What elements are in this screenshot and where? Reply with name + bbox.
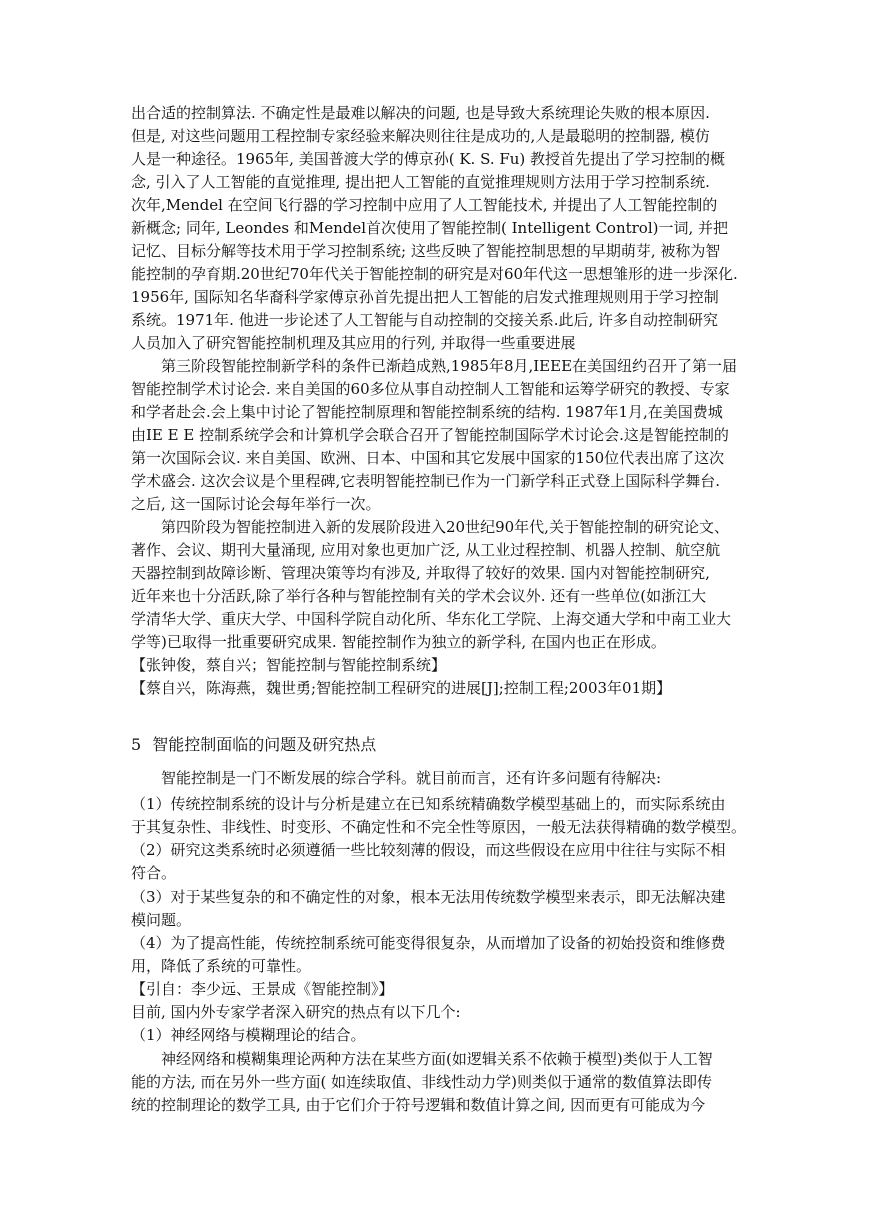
text-line: 模问题。 [131,911,192,929]
citation: 【张钟俊，蔡自兴；智能控制与智能控制系统】 [131,656,447,674]
text-line: 学清华大学、重庆大学、中国科学院自动化所、华东化工学院、上海交通大学和中南工业大 [131,610,732,628]
text-line: 之后, 这一国际讨论会每年举行一次。 [131,495,381,513]
text-line: 但是, 对这些问题用工程控制专家经验来解决则往往是成功的,人是最聪明的控制器, 模仿 [131,127,710,145]
text-line: 1956年, 国际知名华裔科学家傅京孙首先提出把人工智能的启发式推理规则用于学习控制 [131,288,719,306]
text-line: 能控制的孕育期.20世纪70年代关于智能控制的研究是对60年代这一思想雏形的进一步深化. [131,265,738,283]
text-line: （4）为了提高性能，传统控制系统可能变得很复杂，从而增加了设备的初始投资和维修费 [131,934,726,952]
section-title: 智能控制面临的问题及研究热点 [152,735,377,754]
text-line: 新概念; 同年, Leondes 和Mendel首次使用了智能控制( Intelligent Control)一词, 并把 [131,219,729,237]
text-line: 用，降低了系统的可靠性。 [131,957,312,975]
text-line: 于其复杂性、非线性、时变形、不确定性和不完全性等原因，一般无法获得精确的数学模型。 [131,818,747,836]
text-line: 次年,Mendel 在空间飞行器的学习控制中应用了人工智能技术, 并提出了人工智能控制的 [131,196,718,214]
text-line: 第四阶段为智能控制进入新的发展阶段进入20世纪90年代,关于智能控制的研究论文、 [161,518,729,536]
text-line: 记忆、目标分解等技术用于学习控制系统; 这些反映了智能控制思想的早期萌芽, 被称为智 [131,242,721,260]
section-heading [131,735,376,755]
text-line: 念, 引入了人工智能的直觉推理, 提出把人工智能的直觉推理规则方法用于学习控制系统. [131,173,710,191]
text-line: 符合。 [131,864,177,882]
text-line: 智能控制学术讨论会. 来自美国的60多位从事自动控制人工智能和运筹学研究的教授、专家 [131,380,730,398]
text-line: 第三阶段智能控制新学科的条件已渐趋成熟,1985年8月,IEEE在美国纽约召开了第一届 [161,357,738,375]
citation: 【引自：李少远、王景成《智能控制》】 [131,980,394,998]
text-line: 人员加入了研究智能控制机理及其应用的行列, 并取得一些重要进展 [131,334,576,352]
text-line: 能的方法, 而在另外一些方面( 如连续取值、非线性动力学)则类似于通常的数值算法即传 [131,1073,713,1091]
text-line: 著作、会议、期刊大量涌现, 应用对象也更加广泛, 从工业过程控制、机器人控制、航空航 [131,541,721,559]
section-number: 5 [131,735,142,754]
text-line: 统的控制理论的数学工具, 由于它们介于符号逻辑和数值计算之间, 因而更有可能成为今 [131,1096,706,1114]
text-line: 出合适的控制算法. 不确定性是最难以解决的问题, 也是导致大系统理论失败的根本原因. [131,104,710,122]
text-line: （2）研究这类系统时必须遵循一些比较刻薄的假设，而这些假设在应用中往往与实际不相 [131,841,726,859]
text-line: 第一次国际会议. 来自美国、欧洲、日本、中国和其它发展中国家的150位代表出席了这次 [131,449,725,467]
list-item: （1）神经网络与模糊理论的结合。 [131,1026,366,1044]
text-line: 学等)已取得一批重要研究成果. 智能控制作为独立的新学科, 在国内也正在形成。 [131,633,666,651]
text-line: 天器控制到故障诊断、管理决策等均有涉及, 并取得了较好的效果. 国内对智能控制研究, [131,564,710,582]
text-line: （3）对于某些复杂的和不确定性的对象，根本无法用传统数学模型来表示，即无法解决建 [131,888,726,906]
text-line: 学术盛会. 这次会议是个里程碑,它表明智能控制已作为一门新学科正式登上国际科学舞台. [131,472,721,490]
section-intro: 智能控制是一门不断发展的综合学科。就目前而言，还有许多问题有待解决: [161,769,662,787]
text-line: 系统。1971年. 他进一步论述了人工智能与自动控制的交接关系.此后, 许多自动控制研究 [131,311,719,329]
text-line: 和学者赴会.会上集中讨论了智能控制原理和智能控制系统的结构. 1987年1月,在美国费城 [131,403,723,421]
text-line: 目前, 国内外专家学者深入研究的热点有以下几个: [131,1003,461,1021]
citation: 【蔡自兴，陈海燕，魏世勇;智能控制工程研究的进展[J];控制工程;2003年01期】 [131,679,672,697]
text-line: 神经网络和模糊集理论两种方法在某些方面(如逻辑关系不依赖于模型)类似于人工智 [161,1050,713,1068]
text-line: 人是一种途径。1965年, 美国普渡大学的傅京孙( K. S. Fu) 教授首先提出了学习控制的概 [131,150,726,168]
text-line: 近年来也十分活跃,除了举行各种与智能控制有关的学术会议外. 还有一些单位(如浙江大 [131,587,707,605]
text-line: 由IE E E 控制系统学会和计算机学会联合召开了智能控制国际学术讨论会.这是智能控制的 [131,426,729,444]
text-line: （1）传统控制系统的设计与分析是建立在已知系统精确数学模型基础上的，而实际系统由 [131,795,726,813]
